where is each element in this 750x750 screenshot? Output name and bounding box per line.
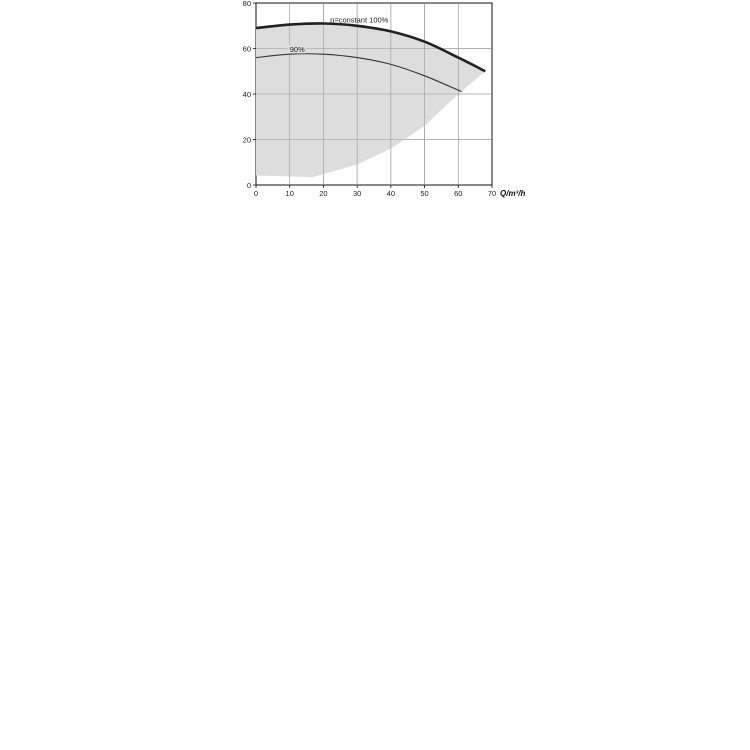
x-axis-label: Q/m³/h [500,189,526,198]
x-tick-label: 30 [352,189,362,198]
y-tick-label: 0 [246,181,251,190]
x-tick-label: 50 [420,189,429,198]
x-tick-label: 0 [253,189,259,198]
y-tick-label: 40 [242,90,251,99]
curve-label: n=constant 100% [330,15,389,25]
x-tick-label: 70 [487,189,497,198]
x-tick-label: 60 [454,189,463,198]
y-tick-label: 60 [242,44,251,54]
x-tick-label: 10 [285,189,294,198]
x-tick-label: 20 [319,189,328,198]
y-tick-label: 20 [242,135,251,145]
y-tick-label: 80 [242,0,251,8]
curve-label: 90% [289,44,305,54]
x-tick-label: 40 [386,189,396,198]
plot-qh_speed [253,3,492,188]
